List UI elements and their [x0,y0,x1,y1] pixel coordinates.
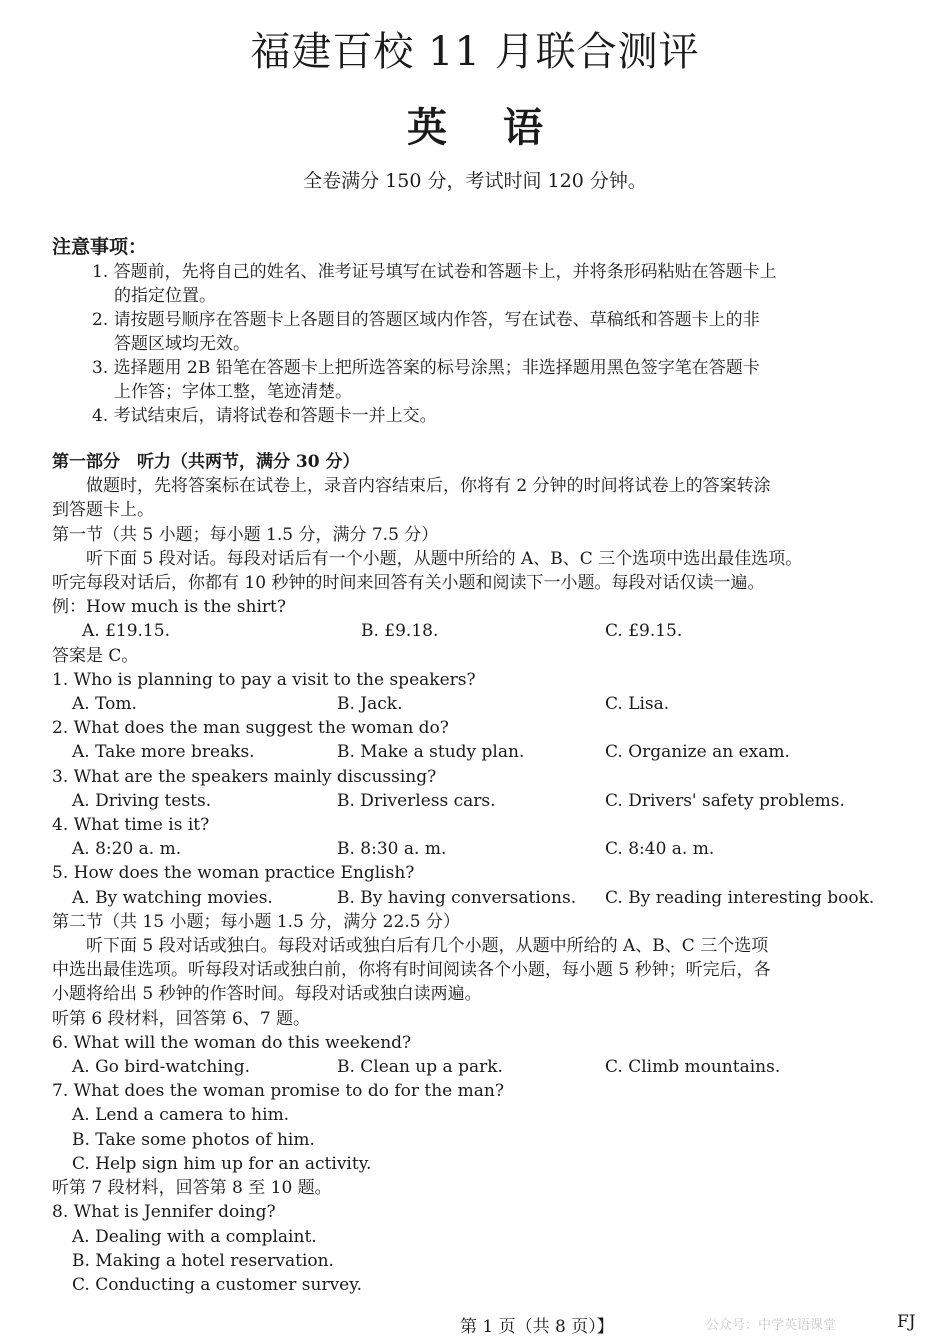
part1-heading: 第一部分 听力（共两节，满分 30 分） [52,452,360,472]
section2-instructions-cont: 中选出最佳选项。听每段对话或独白前，你将有时间阅读各个小题，每小题 5 秒钟；听完后，各 [52,960,771,981]
notice-item: 3. 选择题用 2B 铅笔在答题卡上把所选答案的标号涂黑；非选择题用黑色签字笔在答题卡 [92,358,760,378]
example-answer: 答案是 C。 [52,645,139,666]
question: 8. What is Jennifer doing? [52,1202,276,1223]
score-line: 全卷满分 150 分，考试时间 120 分钟。 [303,170,647,192]
question: 7. What does the woman promise to do for the man? [52,1081,504,1102]
notice-item: 2. 请按题号顺序在答题卡上各题目的答题区域内作答，写在试卷、草稿纸和答题卡上的非 [92,310,760,330]
question: 3. What are the speakers mainly discussing? [52,766,437,787]
question: 4. What time is it? [52,815,210,836]
option-c: C. Lisa. [605,694,670,715]
option-b: B. Make a study plan. [337,742,525,763]
watermark: 公众号：中学英语课堂 [706,1318,837,1333]
option-a: A. Tom. [72,694,137,715]
option-c: C. £9.15. [605,621,683,642]
part1-intro: 做题时，先将答案标在试卷上，录音内容结束后，你将有 2 分钟的时间将试卷上的答案转涂 [86,476,771,497]
subject-char-2: 语 [503,104,543,151]
option-a: A. Driving tests. [72,790,212,811]
exam-title: 福建百校 11 月联合测评 [250,29,700,75]
section1-instructions: 听下面 5 段对话。每段对话后有一个小题，从题中所给的 A、B、C 三个选项中选出最佳选项。 [86,548,803,569]
section2-instructions-cont: 小题将给出 5 秒钟的作答时间。每段对话或独白读两遍。 [52,984,482,1005]
region-code: FJ [897,1312,916,1332]
option-a: A. By watching movies. [72,887,273,908]
listening-part [52,450,924,1297]
option-c: C. Conducting a customer survey. [72,1274,362,1295]
option-c: C. Help sign him up for an activity. [72,1153,372,1174]
option-c: C. Climb mountains. [605,1057,781,1078]
section1-instructions-cont: 听完每段对话后，你都有 10 秒钟的时间来回答有关小题和阅读下一小题。每段对话仅读一遍。 [52,573,765,594]
option-a: A. Go bird-watching. [72,1057,251,1078]
material-heading: 听第 6 段材料，回答第 6、7 题。 [52,1008,311,1029]
option-c: C. 8:40 a. m. [605,839,715,860]
page-number: 第 1 页（共 8 页）】 [460,1317,614,1337]
option-b: B. Take some photos of him. [72,1129,315,1150]
question-options [52,1055,924,1079]
option-c: C. By reading interesting book. [605,887,875,908]
notice-item: 1. 答题前，先将自己的姓名、准考证号填写在试卷和答题卡上，并将条形码粘贴在答题卡上 [92,262,777,282]
example-question: 例：How much is the shirt? [52,597,286,618]
option-b: B. Jack. [337,694,403,715]
question: 6. What will the woman do this weekend? [52,1032,412,1053]
option-b: B. Driverless cars. [337,790,496,811]
option-c: C. Organize an exam. [605,742,790,763]
example-options [52,619,924,643]
section1-heading: 第一节（共 5 小题；每小题 1.5 分，满分 7.5 分） [52,524,439,545]
option-a: A. 8:20 a. m. [72,839,182,860]
option-c: C. Drivers' safety problems. [605,790,845,811]
option-b: B. 8:30 a. m. [337,839,447,860]
option-b: B. £9.18. [361,621,439,642]
question: 2. What does the man suggest the woman do? [52,718,449,739]
question-options [52,886,924,910]
question-options [52,837,924,861]
subject-char-1: 英 [407,104,447,151]
part1-intro-cont: 到答题卡上。 [52,500,154,521]
section2-instructions: 听下面 5 段对话或独白。每段对话或独白后有几个小题，从题中所给的 A、B、C 三个选项 [86,936,769,957]
question-options [52,740,924,764]
option-a: A. £19.15. [82,621,170,642]
option-a: A. Dealing with a complaint. [72,1226,317,1247]
subject-title [0,96,950,153]
option-b: B. Making a hotel reservation. [72,1250,334,1271]
question-options [52,692,924,716]
option-a: A. Lend a camera to him. [72,1105,290,1126]
notice-item-cont: 上作答；字体工整，笔迹清楚。 [114,382,352,402]
notice-heading: 注意事项： [52,236,148,258]
option-a: A. Take more breaks. [72,742,255,763]
notice-list [92,260,924,428]
notice-item-cont: 的指定位置。 [114,286,216,306]
option-b: B. By having conversations. [337,887,577,908]
page-footer [0,1312,950,1336]
material-heading: 听第 7 段材料，回答第 8 至 10 题。 [52,1178,332,1199]
notice-item-cont: 答题区域均无效。 [114,334,250,354]
question: 1. Who is planning to pay a visit to the speakers? [52,669,476,690]
option-b: B. Clean up a park. [337,1057,503,1078]
section2-heading: 第二节（共 15 小题；每小题 1.5 分，满分 22.5 分） [52,911,460,932]
notice-item: 4. 考试结束后，请将试卷和答题卡一并上交。 [92,406,437,426]
question-options [52,789,924,813]
question: 5. How does the woman practice English? [52,863,415,884]
